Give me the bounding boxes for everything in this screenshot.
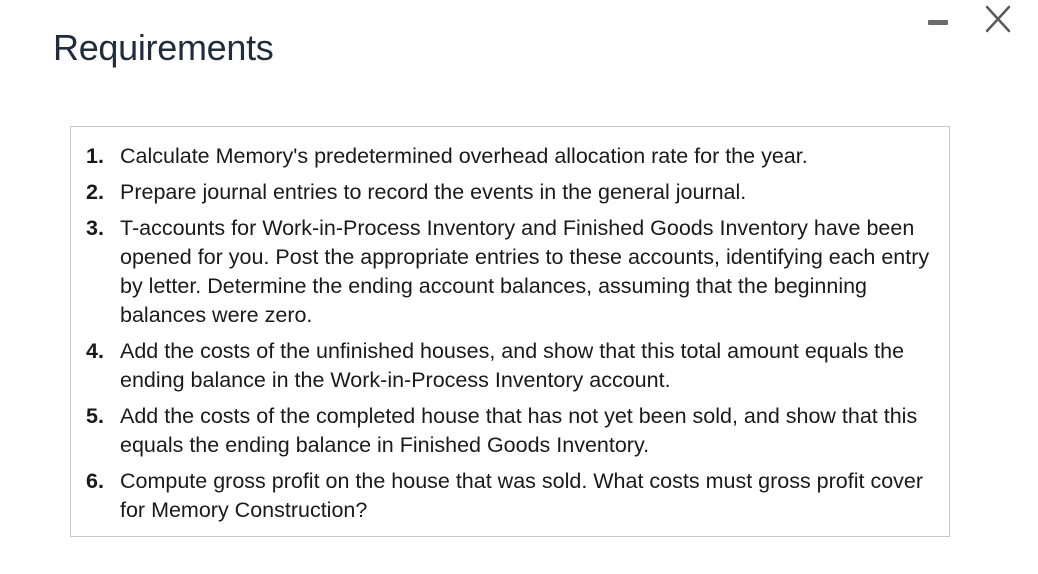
- requirement-text: Prepare journal entries to record the events in the general journal.: [120, 180, 747, 204]
- requirement-text: Add the costs of the completed house that has not yet been sold, and show that this equals the ending balance in Finished Goods Inventory.: [120, 404, 918, 457]
- requirement-number: 4.: [86, 339, 104, 363]
- requirement-item: [86, 142, 941, 171]
- requirement-item: [86, 467, 941, 525]
- close-button[interactable]: [982, 4, 1014, 36]
- requirement-number: 3.: [86, 216, 104, 240]
- minimize-icon: [928, 20, 948, 25]
- close-icon: [982, 4, 1014, 36]
- requirement-item: [86, 178, 941, 207]
- requirement-text: Compute gross profit on the house that was sold. What costs must gross profit cover for Memory Construction?: [120, 469, 924, 522]
- minimize-button[interactable]: [924, 4, 954, 34]
- requirement-item: [86, 337, 941, 395]
- requirement-number: 5.: [86, 404, 104, 428]
- page-title: Requirements: [53, 27, 274, 68]
- requirements-list: [86, 142, 941, 532]
- requirement-text: Add the costs of the unfinished houses, and show that this total amount equals the ending balance in the Work-in-Process Inventory account.: [120, 339, 905, 392]
- requirement-number: 6.: [86, 469, 104, 493]
- requirement-item: [86, 402, 941, 460]
- requirement-number: 1.: [86, 144, 104, 168]
- requirements-panel: [70, 126, 950, 537]
- requirement-text: T-accounts for Work-in-Process Inventory and Finished Goods Inventory have been opened for you. Post the appropriate entries to these accounts, identifying each entry by letter. Determine the ending account balances, assuming that the beginning balances were zero.: [120, 216, 930, 327]
- requirement-number: 2.: [86, 180, 104, 204]
- requirement-item: [86, 214, 941, 330]
- requirement-text: Calculate Memory's predetermined overhead allocation rate for the year.: [120, 144, 808, 168]
